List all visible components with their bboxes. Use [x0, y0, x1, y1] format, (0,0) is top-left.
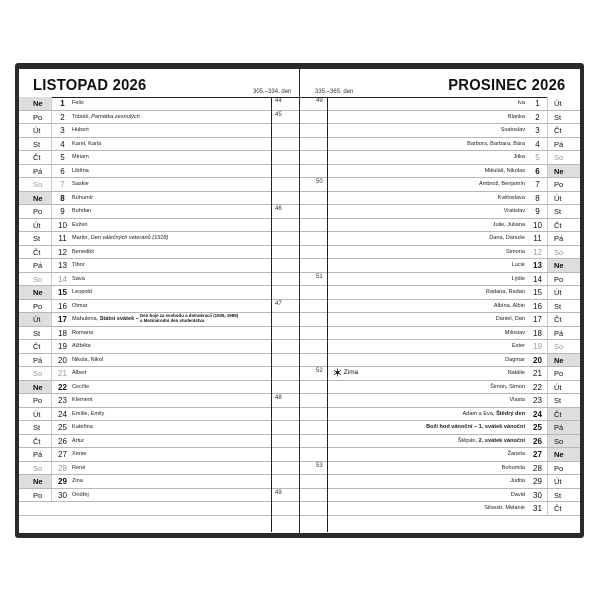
week-number: 50 [316, 179, 323, 185]
day-row[interactable] [300, 246, 580, 260]
weekday-label: St [547, 205, 580, 218]
nameday: Emílie, Emily [72, 410, 105, 417]
day-number: 27 [58, 450, 67, 459]
nameday: Květoslava [497, 194, 525, 201]
nameday: Albína, Albin [493, 302, 525, 309]
weekday-label: Ne [19, 97, 52, 110]
nameday: Mahulena, Státní svátek – [72, 316, 139, 322]
nameday: Svatoslav [500, 127, 525, 133]
nameday: Barbora, Barbara, Bára [467, 140, 525, 147]
nameday: Kateřina [72, 424, 93, 430]
nameday: Dagmar [505, 356, 525, 363]
week-number: 49 [275, 489, 282, 496]
day-row[interactable] [300, 381, 580, 395]
day-number: 9 [60, 207, 65, 216]
nameday: Benedikt [72, 248, 94, 255]
nameday: Tobiáš, Památka zesnulých [72, 113, 140, 120]
snowflake-icon [333, 368, 342, 377]
nameday: Tibor [72, 262, 85, 268]
day-number: 10 [533, 220, 542, 230]
nameday: Otmar [72, 302, 88, 309]
weekday-label: St [547, 394, 580, 407]
day-number: 19 [533, 342, 542, 351]
nameday: Vratislav [503, 208, 525, 214]
nameday: Saskie [72, 181, 89, 187]
weekday-label: So [19, 178, 52, 191]
day-row[interactable] [300, 192, 580, 206]
weekday-label: St [547, 300, 580, 313]
day-row[interactable] [19, 313, 299, 327]
nameday: Liběna [72, 167, 89, 174]
nameday: Mikuláš, Nikolas [484, 167, 525, 174]
weekday-label: St [19, 232, 52, 245]
nameday: Miriam [72, 154, 89, 160]
weekday-label: Po [19, 489, 52, 502]
day-number: 20 [58, 355, 67, 365]
weekday-label: So [19, 273, 52, 286]
day-row[interactable] [19, 246, 299, 260]
day-number: 5 [535, 153, 540, 162]
day-row[interactable] [300, 138, 580, 152]
day-number: 16 [533, 301, 542, 311]
week-number: 47 [275, 300, 282, 307]
weekday-label: Pá [547, 232, 580, 245]
weekday-label: Pá [19, 165, 52, 178]
weekday-label: So [547, 246, 580, 259]
weekday-label: Ne [19, 475, 52, 488]
day-row[interactable] [19, 151, 299, 165]
weekday-label: Čt [547, 313, 580, 326]
day-rows [19, 97, 299, 516]
day-row[interactable] [300, 408, 580, 422]
day-number: 4 [60, 139, 65, 149]
nameday: David [510, 491, 525, 498]
nameday: Radana, Radan [485, 289, 525, 295]
day-number: 10 [58, 220, 67, 230]
day-number: 27 [533, 450, 542, 459]
holiday-note: Den boje za svobodu a demokracii (1939, 1989) a Mezinárodní den studentstva [140, 313, 239, 324]
day-row[interactable] [300, 367, 580, 381]
day-row[interactable] [19, 340, 299, 354]
weekday-label: Pá [547, 138, 580, 151]
day-row[interactable] [19, 475, 299, 489]
nameday: Artur [72, 437, 85, 444]
weekday-label: Út [547, 475, 580, 488]
day-row[interactable] [19, 300, 299, 314]
day-row[interactable] [300, 151, 580, 165]
day-number: 26 [533, 436, 542, 446]
day-row[interactable] [19, 205, 299, 219]
day-number: 7 [535, 180, 540, 189]
day-number: 18 [533, 328, 542, 338]
day-number: 16 [58, 301, 67, 311]
day-range: 335.–365. den [315, 89, 354, 95]
day-row[interactable] [19, 219, 299, 233]
day-number: 8 [535, 193, 540, 203]
weekday-label: Pá [547, 421, 580, 434]
day-number: 11 [58, 234, 67, 243]
nameday: Vlasta [509, 397, 525, 403]
nameday: Ester [511, 343, 525, 349]
day-number: 2 [60, 112, 65, 122]
week-column-divider [327, 97, 328, 532]
week-number: 53 [316, 462, 323, 469]
day-number: 30 [58, 490, 67, 500]
weekday-label: Ne [547, 448, 580, 461]
day-number: 26 [58, 436, 67, 446]
day-number: 18 [58, 328, 67, 338]
day-row[interactable] [19, 273, 299, 287]
day-number: 2 [535, 112, 540, 122]
day-number: 24 [533, 409, 542, 419]
day-row[interactable] [300, 232, 580, 246]
day-row[interactable] [300, 273, 580, 287]
day-row[interactable] [300, 124, 580, 138]
day-number: 31 [533, 504, 542, 513]
nameday: Nikola, Nikol [72, 356, 104, 363]
day-row[interactable] [300, 165, 580, 179]
day-row[interactable] [300, 205, 580, 219]
nameday: Sáva [72, 275, 85, 282]
nameday: René [72, 464, 86, 471]
weekday-label: Ne [547, 259, 580, 272]
weekday-label: So [547, 340, 580, 353]
weekday-label: St [547, 489, 580, 502]
day-row[interactable] [19, 192, 299, 206]
weekday-label: Čt [19, 340, 52, 353]
nameday: Martin, Den válečných veteránů (1918) [72, 235, 169, 241]
nameday: Iva [517, 100, 525, 106]
day-number: 25 [533, 423, 542, 432]
weekday-label: Pá [547, 327, 580, 340]
day-row[interactable] [19, 421, 299, 435]
weekday-label: So [19, 367, 52, 380]
day-row[interactable] [300, 340, 580, 354]
weekday-label: Po [19, 111, 52, 124]
weekday-label: Čt [19, 151, 52, 164]
day-number: 14 [58, 274, 67, 284]
nameday: Karel, Karla [72, 140, 102, 147]
nameday: Xenie [72, 451, 87, 457]
day-row[interactable] [300, 448, 580, 462]
day-row[interactable] [19, 381, 299, 395]
day-number: 1 [60, 99, 65, 108]
day-row[interactable] [300, 462, 580, 476]
day-number: 25 [58, 423, 67, 432]
weekday-label: Pá [19, 259, 52, 272]
nameday: Bohumír [72, 194, 94, 201]
nameday: Felix [72, 100, 84, 106]
day-row[interactable] [19, 124, 299, 138]
day-number: 1 [535, 99, 540, 108]
weekday-label: Út [19, 408, 52, 421]
day-number: 22 [533, 382, 542, 392]
nameday: Šimon, Simon [490, 383, 525, 390]
nameday: Judita [510, 478, 525, 484]
nameday: Boží hod vánoční – 1. svátek vánoční [426, 424, 525, 430]
week-column-divider [271, 97, 272, 532]
day-number: 9 [535, 207, 540, 216]
day-number: 21 [58, 369, 67, 378]
weekday-label: St [547, 111, 580, 124]
week-number: 45 [275, 111, 282, 118]
day-row[interactable] [19, 138, 299, 152]
weekday-label: Ne [547, 354, 580, 367]
weekday-label: So [547, 151, 580, 164]
nameday: Ambrož, Benjamín [478, 181, 525, 187]
day-number: 17 [58, 315, 67, 324]
weekday-label: Čt [19, 435, 52, 448]
weekday-label: Út [547, 381, 580, 394]
weekday-label: Út [19, 219, 52, 232]
day-number: 21 [533, 369, 542, 378]
day-row[interactable] [19, 462, 299, 476]
day-number: 30 [533, 490, 542, 500]
weekday-label: Čt [547, 124, 580, 137]
nameday: Bohdan [72, 208, 92, 214]
nameday: Hubert [72, 127, 89, 133]
day-number: 12 [533, 247, 542, 257]
weekday-label: St [19, 138, 52, 151]
day-row[interactable] [19, 502, 299, 516]
nameday: Cecílie [72, 383, 90, 390]
weekday-label: Ne [547, 165, 580, 178]
day-row[interactable] [19, 394, 299, 408]
day-number: 28 [58, 463, 67, 473]
day-row[interactable] [19, 232, 299, 246]
weekday-label: Po [19, 394, 52, 407]
page-title: PROSINEC 2026 [448, 77, 566, 94]
weekday-label: Čt [547, 502, 580, 515]
page-november [19, 69, 299, 533]
day-row[interactable] [300, 502, 580, 516]
nameday: Dana, Danuše [489, 235, 525, 241]
day-row[interactable] [300, 313, 580, 327]
weekday-label: Út [19, 124, 52, 137]
weekday-label: Po [19, 205, 52, 218]
day-row[interactable] [300, 435, 580, 449]
day-row[interactable] [300, 219, 580, 233]
nameday: Zina [72, 478, 83, 484]
day-number: 3 [60, 126, 65, 135]
nameday: Silvestr, Melanie [484, 505, 525, 511]
nameday: Blanka [507, 113, 525, 120]
week-number: 49 [316, 98, 323, 104]
weekday-label: St [19, 327, 52, 340]
day-number: 17 [533, 315, 542, 324]
nameday: Adam a Eva, Štědrý den [462, 410, 525, 417]
nameday: Alžběta [72, 343, 91, 349]
day-row[interactable] [300, 97, 580, 111]
nameday: Lýdie [511, 275, 525, 282]
day-number: 23 [533, 396, 542, 405]
season-marker: Zima [333, 368, 358, 377]
nameday: Julie, Juliana [492, 221, 525, 228]
nameday: Ondřej [72, 491, 89, 498]
weekday-label: Út [547, 286, 580, 299]
day-row[interactable] [19, 367, 299, 381]
week-number: 51 [316, 273, 323, 280]
day-number: 8 [60, 193, 65, 203]
weekday-label: Čt [547, 408, 580, 421]
weekday-label: Čt [547, 219, 580, 232]
weekday-label: Po [547, 273, 580, 286]
day-row[interactable] [19, 408, 299, 422]
day-number: 3 [535, 126, 540, 135]
day-row[interactable] [300, 327, 580, 341]
day-row[interactable] [19, 178, 299, 192]
week-number: 44 [275, 98, 282, 104]
week-number: 46 [275, 206, 282, 212]
weekday-label: So [547, 435, 580, 448]
day-row[interactable] [300, 286, 580, 300]
nameday: Leopold [72, 289, 92, 295]
day-row[interactable] [300, 259, 580, 273]
nameday: Albert [72, 370, 87, 376]
weekday-label: Čt [19, 246, 52, 259]
day-row[interactable] [19, 97, 299, 111]
day-row[interactable] [19, 286, 299, 300]
day-number: 20 [533, 355, 542, 365]
day-number: 19 [58, 342, 67, 351]
day-row[interactable] [19, 165, 299, 179]
day-number: 29 [58, 477, 67, 486]
day-number: 4 [535, 139, 540, 149]
nameday: Lucie [511, 262, 525, 268]
day-number: 15 [533, 288, 542, 297]
week-number: 48 [275, 395, 282, 401]
weekday-label: Pá [19, 448, 52, 461]
weekday-label: Ne [19, 192, 52, 205]
day-row[interactable] [19, 259, 299, 273]
day-row[interactable] [19, 489, 299, 503]
nameday: Bohumila [501, 464, 525, 471]
day-number: 29 [533, 477, 542, 486]
page-title: LISTOPAD 2026 [33, 77, 147, 94]
nameday: Štěpán, 2. svátek vánoční [457, 437, 525, 444]
weekday-label: Ne [19, 381, 52, 394]
day-row[interactable] [19, 435, 299, 449]
weekday-label: So [19, 462, 52, 475]
day-number: 6 [535, 166, 540, 176]
day-number: 12 [58, 247, 67, 257]
day-number: 11 [533, 234, 542, 243]
nameday: Žaneta [507, 451, 525, 457]
weekday-label: Út [547, 192, 580, 205]
nameday: Jitka [513, 154, 525, 160]
week-number: 52 [316, 368, 323, 374]
day-row[interactable] [300, 421, 580, 435]
day-range: 305.–334. den [253, 89, 292, 95]
day-row[interactable] [19, 111, 299, 125]
weekday-label: St [19, 421, 52, 434]
nameday: Natálie [507, 370, 525, 376]
nameday: Miloslav [504, 329, 525, 336]
weekday-label: Po [19, 300, 52, 313]
day-number: 24 [58, 409, 67, 419]
day-row[interactable] [19, 448, 299, 462]
day-number: 13 [533, 261, 542, 270]
nameday: Simona [506, 248, 525, 255]
nameday: Evžen [72, 221, 88, 228]
weekday-label: Ne [19, 286, 52, 299]
day-row[interactable] [300, 489, 580, 503]
weekday-label: Út [547, 97, 580, 110]
weekday-label: Po [547, 178, 580, 191]
day-row[interactable] [19, 327, 299, 341]
day-row[interactable] [300, 475, 580, 489]
nameday: Klement [72, 397, 93, 403]
day-number: 15 [58, 288, 67, 297]
day-number: 22 [58, 382, 67, 392]
day-number: 5 [60, 153, 65, 162]
day-row[interactable] [300, 354, 580, 368]
weekday-label: Po [547, 367, 580, 380]
nameday: Daniel, Dan [495, 316, 525, 322]
page-december [300, 69, 580, 533]
day-number: 14 [533, 274, 542, 284]
day-number: 28 [533, 463, 542, 473]
weekday-label: Po [547, 462, 580, 475]
day-row[interactable] [300, 111, 580, 125]
day-rows [300, 97, 580, 516]
day-row[interactable] [300, 178, 580, 192]
weekday-label: Pá [19, 354, 52, 367]
day-number: 7 [60, 180, 65, 189]
day-row[interactable] [300, 300, 580, 314]
day-row[interactable] [300, 394, 580, 408]
weekday-label: Út [19, 313, 52, 326]
day-number: 23 [58, 396, 67, 405]
day-number: 13 [58, 261, 67, 270]
day-number: 6 [60, 166, 65, 176]
day-row[interactable] [19, 354, 299, 368]
nameday: Romana [72, 329, 94, 336]
